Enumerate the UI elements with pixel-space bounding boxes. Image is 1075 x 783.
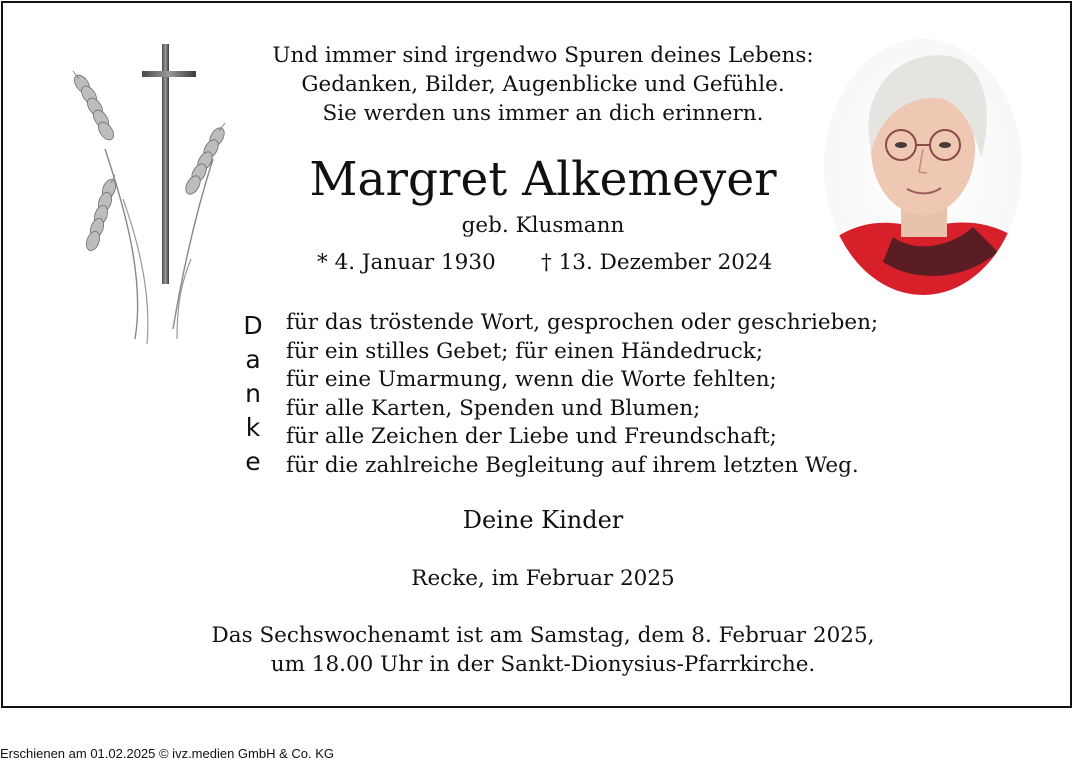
signature: Deine Kinder	[462, 506, 624, 534]
portrait-photo	[823, 37, 1023, 297]
service-line: Das Sechswochenamt ist am Samstag, dem 8. Februar 2025,	[211, 623, 875, 648]
deceased-name: Margret Alkemeyer	[309, 152, 777, 207]
verse-line: Und immer sind irgendwo Spuren deines Lebens:	[272, 43, 814, 68]
thanks-line: für alle Zeichen der Liebe und Freundschaft;	[286, 424, 777, 449]
thanks-line: für die zahlreiche Begleitung auf ihrem letzten Weg.	[286, 452, 859, 478]
danke-letter: n	[245, 379, 261, 408]
thanks-line: für das tröstende Wort, gesprochen oder geschrieben;	[286, 310, 879, 335]
verse	[233, 41, 853, 128]
thanks-line: für ein stilles Gebet; für einen Händedruck;	[286, 338, 764, 364]
cross-with-wheat-icon	[65, 39, 245, 349]
death-date: † 13. Dezember 2024	[541, 250, 773, 275]
place-date: Recke, im Februar 2025	[411, 566, 675, 591]
danke-letter: k	[245, 413, 261, 442]
danke-letter: a	[245, 345, 261, 374]
danke-letter: e	[245, 447, 261, 476]
danke-vertical	[236, 309, 270, 479]
publication-footer: Erschienen am 01.02.2025 © ivz.medien GmbH & Co. KG	[0, 746, 335, 761]
obituary-notice	[1, 1, 1072, 708]
service-line: um 18.00 Uhr in der Sankt-Dionysius-Pfarrkirche.	[270, 652, 816, 677]
thanks-line: für alle Karten, Spenden und Blumen;	[286, 395, 701, 421]
birth-date: * 4. Januar 1930	[317, 250, 496, 275]
danke-letter: D	[243, 311, 263, 340]
maiden-name: geb. Klusmann	[461, 213, 625, 238]
thanks-line: für eine Umarmung, wenn die Worte fehlten;	[286, 367, 777, 392]
verse-line: Gedanken, Bilder, Augenblicke und Gefühle.	[301, 72, 785, 97]
thanks-list	[286, 309, 878, 480]
verse-line: Sie werden uns immer an dich erinnern.	[322, 101, 764, 126]
service-announcement	[153, 621, 933, 679]
